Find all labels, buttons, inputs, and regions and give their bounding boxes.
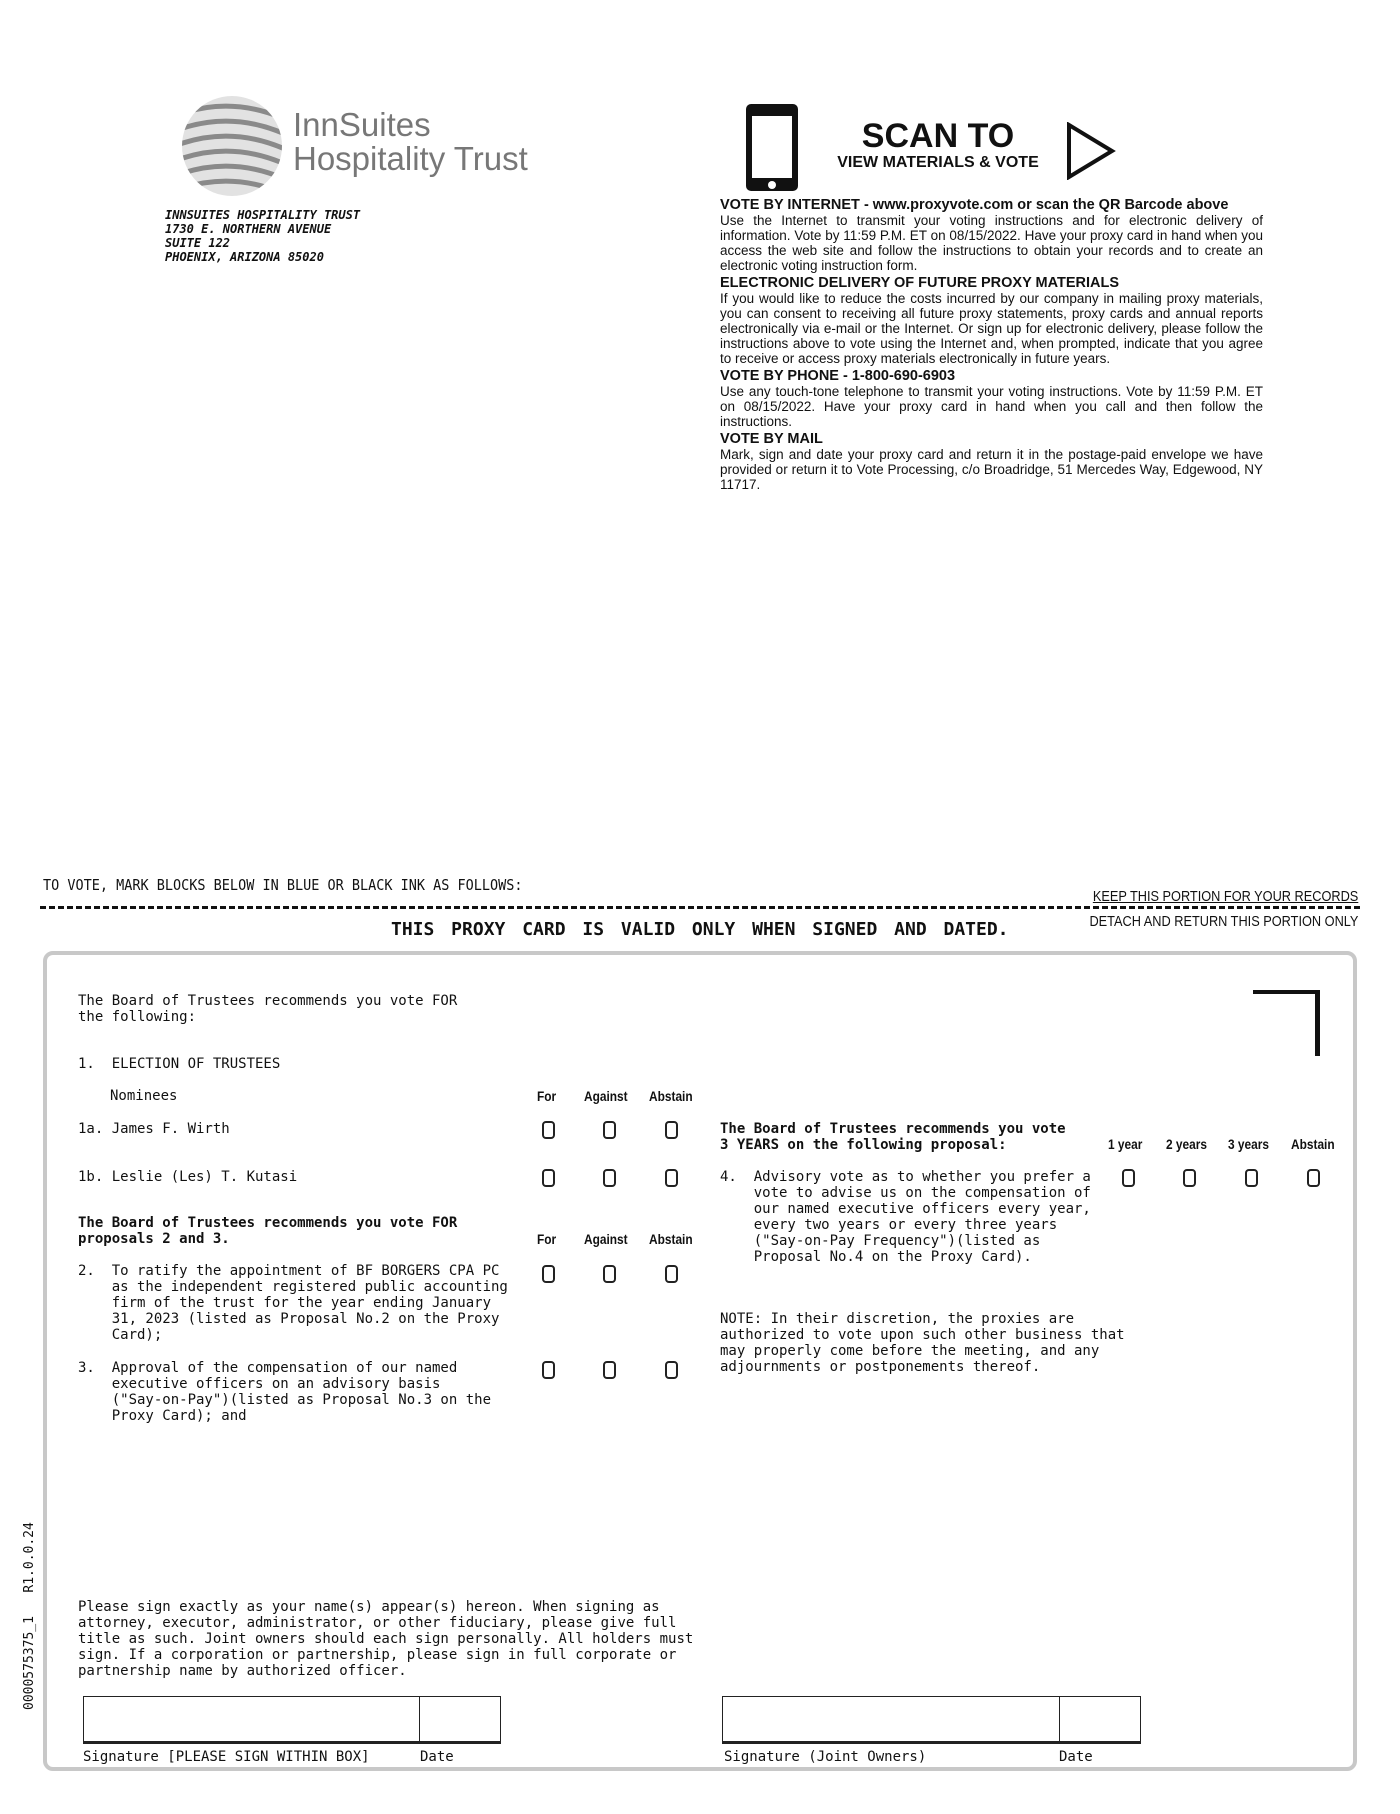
signature-box[interactable] [83,1696,501,1744]
col-abstain: Abstain [1291,1136,1335,1152]
nominee-1a: 1a. James F. Wirth [78,1121,230,1137]
address-line: PHOENIX, ARIZONA 85020 [165,250,324,264]
checkbox-1a-against[interactable] [603,1121,616,1139]
nominees-label: Nominees [110,1088,178,1104]
checkbox-2-against[interactable] [603,1265,616,1283]
vote-phone-heading: VOTE BY PHONE - 1-800-690-6903 [720,368,956,384]
keep-portion-label: KEEP THIS PORTION FOR YOUR RECORDS [1092,888,1358,905]
corner-mark [1253,990,1320,1056]
electronic-delivery-heading: ELECTRONIC DELIVERY OF FUTURE PROXY MATERIALS [720,275,1120,291]
date-label: Date [420,1749,454,1765]
recommendation-2: The Board of Trustees recommends you vote FOR proposals 2 and 3. [78,1215,458,1247]
joint-signature-box[interactable] [722,1696,1141,1744]
address-line: SUITE 122 [165,236,231,250]
signing-instructions: Please sign exactly as your name(s) appear(s) hereon. When signing as attorney, executor, administrator, or other fiduciary, please give full title as such. Joint owners should each sign personally. All holders must sign. If a corporation or partnership, please sign in full corporate or partnership name by authorized officer. [78,1599,694,1679]
checkbox-3-for[interactable] [542,1361,555,1379]
checkbox-3-against[interactable] [603,1361,616,1379]
date-divider [1059,1697,1060,1741]
vote-mail-body: Mark, sign and date your proxy card and return it in the postage-paid envelope we have provided or return it to Vote Processing, c/o Broadridge, 51 Mercedes Way, Edgewood, NY 11717. [720,447,1263,492]
address-line: INNSUITES HOSPITALITY TRUST [165,208,361,222]
recommendation-3: The Board of Trustees recommends you vote 3 YEARS on the following proposal: [720,1121,1066,1153]
proposal-3: 3. Approval of the compensation of our named executive officers on an advisory basis ("Say-on-Pay")(listed as Proposal No.3 on the Proxy Card); and [78,1360,492,1424]
phone-icon [746,104,798,191]
checkbox-4-2-years[interactable] [1183,1169,1196,1187]
proposal-2: 2. To ratify the appointment of BF BORGERS CPA PC as the independent registered public accounting firm of the trust for the year ending January 31, 2023 (listed as Proposal No.2 on the Proxy Card); [78,1263,508,1343]
col-abstain: Abstain [649,1088,693,1104]
checkbox-4-1-year[interactable] [1122,1169,1135,1187]
col-1-year: 1 year [1108,1136,1143,1152]
vote-phone-body: Use any touch-tone telephone to transmit your voting instructions. Vote by 11:59 P.M. ET on 08/15/2022. Have your proxy card in hand when you call and then follow the instructions. [720,384,1263,429]
checkbox-2-for[interactable] [542,1265,555,1283]
col-2-years: 2 years [1166,1136,1208,1152]
vote-internet-heading: VOTE BY INTERNET - www.proxyvote.com or scan the QR Barcode above [720,197,1229,213]
date-divider [419,1697,420,1741]
side-code: 0000575375_1 R1.0.0.24 [22,1522,37,1710]
col-3-years: 3 years [1228,1136,1270,1152]
vote-mail-heading: VOTE BY MAIL [720,431,823,447]
col-abstain: Abstain [649,1231,693,1247]
voting-instructions [720,198,1263,495]
joint-date-label: Date [1059,1749,1093,1765]
address-line: 1730 E. NORTHERN AVENUE [165,222,332,236]
checkbox-1b-abstain[interactable] [665,1169,678,1187]
checkbox-3-abstain[interactable] [665,1361,678,1379]
logo-text [293,108,528,176]
logo-line1: InnSuites [293,106,431,143]
innsuites-globe-logo-icon [177,95,287,197]
signature-label: Signature [PLEASE SIGN WITHIN BOX] [83,1749,370,1765]
logo-line2: Hospitality Trust [293,140,528,177]
scan-to-block [818,118,1058,172]
detach-portion-label: DETACH AND RETURN THIS PORTION ONLY [1089,913,1358,930]
scan-subtitle: VIEW MATERIALS & VOTE [837,154,1039,171]
scan-title: SCAN TO [861,117,1015,155]
col-for: For [537,1088,557,1104]
return-address [165,208,360,264]
election-heading: 1. ELECTION OF TRUSTEES [78,1056,281,1072]
detach-line [40,906,1360,909]
checkbox-1b-against[interactable] [603,1169,616,1187]
col-against: Against [584,1088,628,1104]
discretion-note: NOTE: In their discretion, the proxies are authorized to vote upon such other business that may properly come before the meeting, and any adjournments or postponements thereof. [720,1311,1125,1375]
checkbox-2-abstain[interactable] [665,1265,678,1283]
vote-internet-body: Use the Internet to transmit your voting instructions and for electronic delivery of information. Vote by 11:59 P.M. ET on 08/15/2022. Have your proxy card in hand when you access the web site and follow the instructions to obtain your records and to create an electronic voting instruction form. [720,213,1263,273]
checkbox-1a-abstain[interactable] [665,1121,678,1139]
recommendation-1: The Board of Trustees recommends you vote FOR the following: [78,993,458,1025]
play-arrow-icon [1066,122,1116,180]
checkbox-4-3-years[interactable] [1245,1169,1258,1187]
to-vote-instruction: TO VOTE, MARK BLOCKS BELOW IN BLUE OR BLACK INK AS FOLLOWS: [43,876,523,894]
nominee-1b: 1b. Leslie (Les) T. Kutasi [78,1169,298,1185]
checkbox-1b-for[interactable] [542,1169,555,1187]
checkbox-4-abstain[interactable] [1307,1169,1320,1187]
joint-signature-label: Signature (Joint Owners) [724,1749,927,1765]
checkbox-1a-for[interactable] [542,1121,555,1139]
valid-notice: THIS PROXY CARD IS VALID ONLY WHEN SIGNED AND DATED. [391,919,1009,940]
electronic-delivery-body: If you would like to reduce the costs incurred by our company in mailing proxy materials, you can consent to receiving all future proxy statements, proxy cards and annual reports electronically via e-mail or the Internet. Or sign up for electronic delivery, please follow the instructions above to vote using the Internet and, when prompted, indicate that you agree to receive or access proxy materials electronically in future years. [720,291,1263,366]
col-against: Against [584,1231,628,1247]
col-for: For [537,1231,557,1247]
proposal-4: 4. Advisory vote as to whether you prefer a vote to advise us on the compensation of our named executive officers every year, every two years or every three years ("Say-on-Pay Frequency")(listed as Proposal No.4 on the Proxy Card). [720,1169,1091,1265]
